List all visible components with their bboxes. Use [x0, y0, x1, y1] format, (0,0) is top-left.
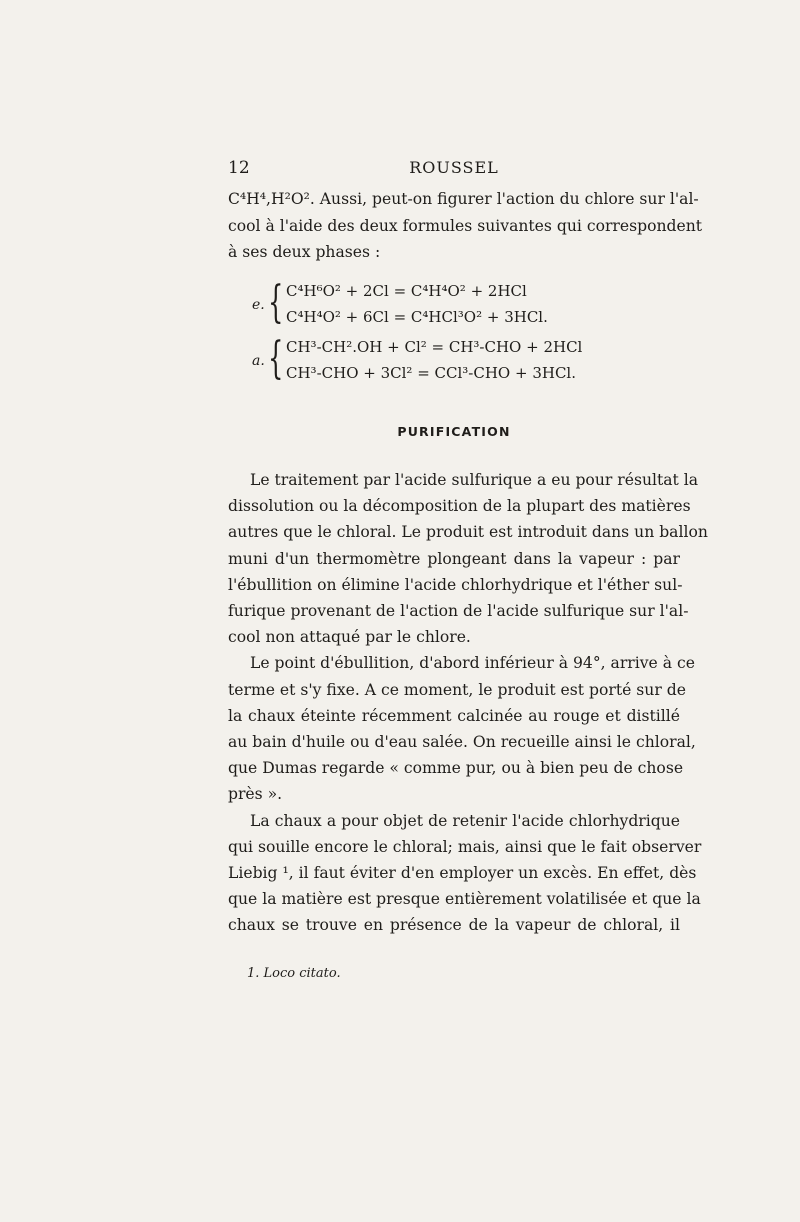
text-line: La chaux a pour objet de retenir l'acide chlorhydrique — [250, 811, 680, 830]
text-line: muni d'un thermomètre plongeant dans la vapeur : par — [228, 549, 680, 568]
formula-line: CH³-CH².OH + Cl² = CH³-CHO + 2HCl — [286, 338, 583, 356]
text-line: à ses deux phases : — [228, 243, 381, 261]
text-line: terme et s'y fixe. A ce moment, le produit est porté sur de — [228, 680, 686, 699]
text-line: l'ébullition on élimine l'acide chlorhydrique et l'éther sul- — [228, 575, 683, 594]
text-line: furique provenant de l'action de l'acide sulfurique sur l'al- — [228, 602, 689, 621]
formula-line: CH³-CHO + 3Cl² = CCl³-CHO + 3HCl. — [286, 364, 576, 382]
main-text — [228, 467, 708, 939]
text-line: au bain d'huile ou d'eau salée. On recueille ainsi le chloral, — [228, 733, 696, 752]
paragraph — [228, 650, 696, 807]
text-line: cool à l'aide des deux formules suivantes qui correspondent — [228, 216, 703, 235]
text-line: Le traitement par l'acide sulfurique a eu pour résultat la — [250, 471, 699, 489]
text-line: dissolution ou la décomposition de la plupart des matières — [228, 497, 691, 516]
text-line: qui souille encore le chloral; mais, ainsi que le fait observer — [228, 837, 702, 856]
footnote: 1. Loco citato. — [247, 966, 341, 981]
text-line: C⁴H⁴,H²O². Aussi, peut-on figurer l'action du chlore sur l'al- — [228, 190, 699, 208]
text-line: cool non attaqué par le chlore. — [228, 628, 471, 647]
text-line: que la matière est presque entièrement volatilisée et que la — [228, 890, 701, 909]
brace-icon: { — [268, 333, 284, 384]
running-header — [228, 158, 680, 182]
text-line: autres que le chloral. Le produit est introduit dans un ballon — [228, 523, 708, 542]
formula-label: e. — [252, 297, 265, 313]
text-line: que Dumas regarde « comme pur, ou à bien peu de chose — [228, 759, 684, 778]
text-line: chaux se trouve en présence de la vapeur de chloral, il — [228, 916, 680, 935]
section-title: PURIFICATION — [397, 424, 511, 439]
page-number: 12 — [228, 158, 250, 178]
brace-icon: { — [268, 277, 284, 328]
text-line: près ». — [228, 785, 283, 804]
intro-text — [228, 186, 703, 266]
text-line: Le point d'ébullition, d'abord inférieur à 94°, arrive à ce — [250, 654, 695, 673]
text-line: Liebig ¹, il faut éviter d'en employer un excès. En effet, dès — [228, 864, 697, 883]
formula-block — [252, 277, 672, 394]
text-line: la chaux éteinte récemment calcinée au rouge et distillé — [228, 706, 680, 725]
formula-label: a. — [252, 353, 265, 369]
formula-group-e — [252, 277, 672, 334]
running-title: ROUSSEL — [409, 158, 499, 177]
formula-line: C⁴H⁴O² + 6Cl = C⁴HCl³O² + 3HCl. — [286, 308, 548, 326]
formula-group-a — [252, 333, 672, 390]
paragraph — [228, 808, 702, 939]
formula-line: C⁴H⁶O² + 2Cl = C⁴H⁴O² + 2HCl — [286, 282, 527, 300]
paragraph — [228, 467, 708, 650]
